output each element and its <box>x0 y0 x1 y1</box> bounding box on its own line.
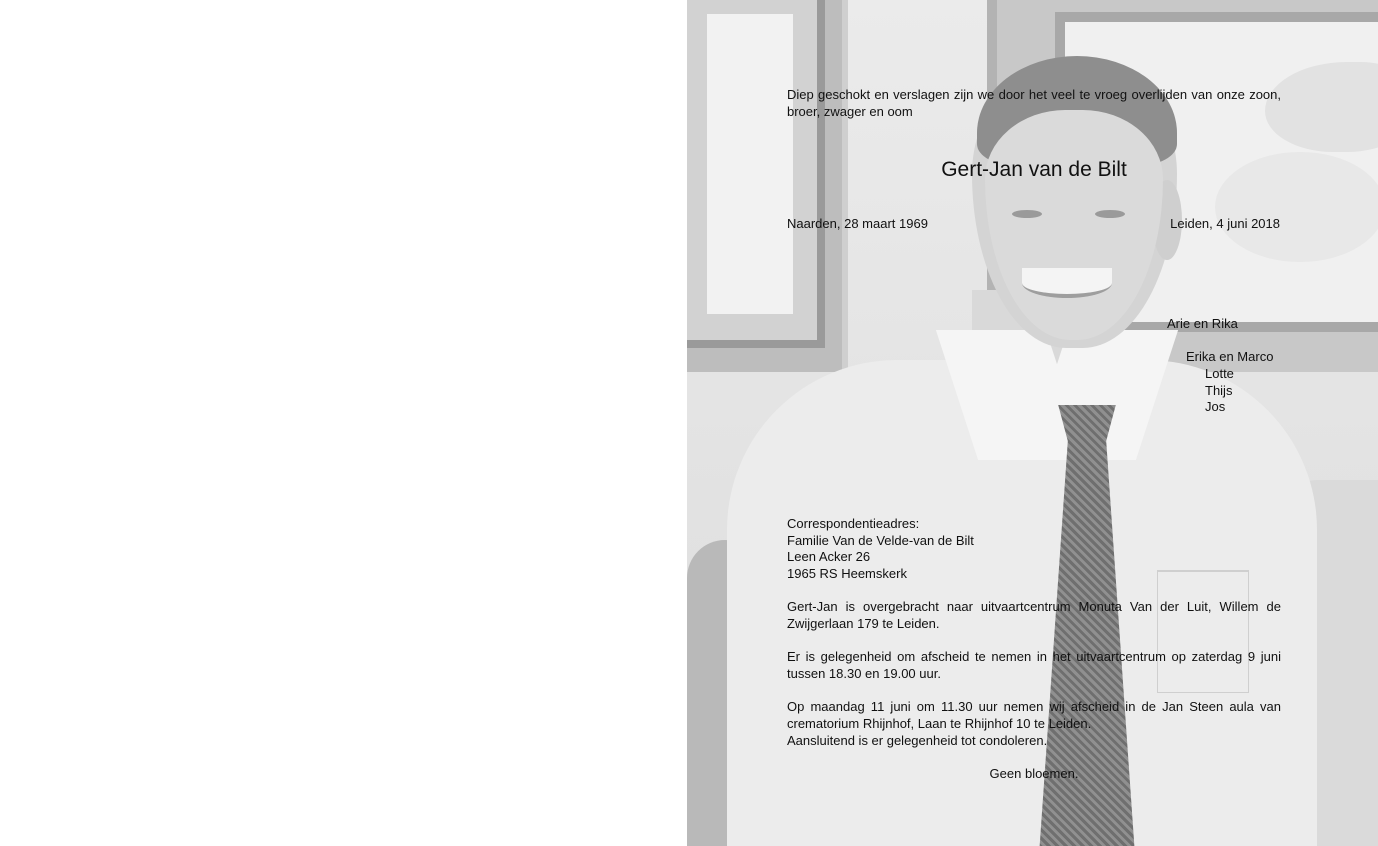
portrait-eye-right <box>1095 210 1125 218</box>
viewing-paragraph: Er is gelegenheid om afscheid te nemen in het uitvaartcentrum op zaterdag 9 juni tussen 18.30 en 19.00 uur. <box>787 649 1281 681</box>
deceased-name: Gert-Jan van de Bilt <box>941 158 1127 181</box>
picture-frame-left <box>687 0 848 372</box>
address-line: Familie Van de Velde-van de Bilt <box>787 532 974 548</box>
frame-print-left <box>707 14 793 314</box>
address-line: 1965 RS Heemskerk <box>787 565 907 581</box>
bird-illustration <box>1265 62 1378 152</box>
condolence-paragraph: Aansluitend is er gelegenheid tot condoleren. <box>787 733 1048 748</box>
ceremony-paragraph: Op maandag 11 juni om 11.30 uur nemen wij afscheid in de Jan Steen aula van crematorium Rhijnhof, Laan te Rhijnhof 10 te Leiden. <box>787 699 1281 731</box>
notice-page <box>687 0 1378 846</box>
portrait-eye-left <box>1012 210 1042 218</box>
address-heading: Correspondentieadres: <box>787 516 920 531</box>
birth-place-date: Naarden, 28 maart 1969 <box>787 216 928 231</box>
correspondence-address <box>787 516 1281 582</box>
funeral-home-paragraph: Gert-Jan is overgebracht naar uitvaartcentrum Monuta Van der Luit, Willem de Zwijgerlaan 179 te Leiden. <box>787 599 1281 631</box>
family-parents: Arie en Rika <box>1167 316 1238 331</box>
family-sibling: Erika en Marco <box>1186 349 1274 364</box>
family-child: Thijs <box>1205 383 1233 398</box>
blank-left-page <box>0 0 687 846</box>
family-child: Jos <box>1205 399 1226 414</box>
family-child: Lotte <box>1205 366 1234 381</box>
address-line: Leen Acker 26 <box>787 549 871 565</box>
intro-text: Diep geschokt en verslagen zijn we door het veel te vroeg overlijden van onze zoon, broer, zwager en oom <box>787 87 1281 119</box>
death-place-date: Leiden, 4 juni 2018 <box>1170 216 1280 231</box>
no-flowers-note: Geen bloemen. <box>989 766 1079 781</box>
portrait-smile <box>1022 268 1112 298</box>
